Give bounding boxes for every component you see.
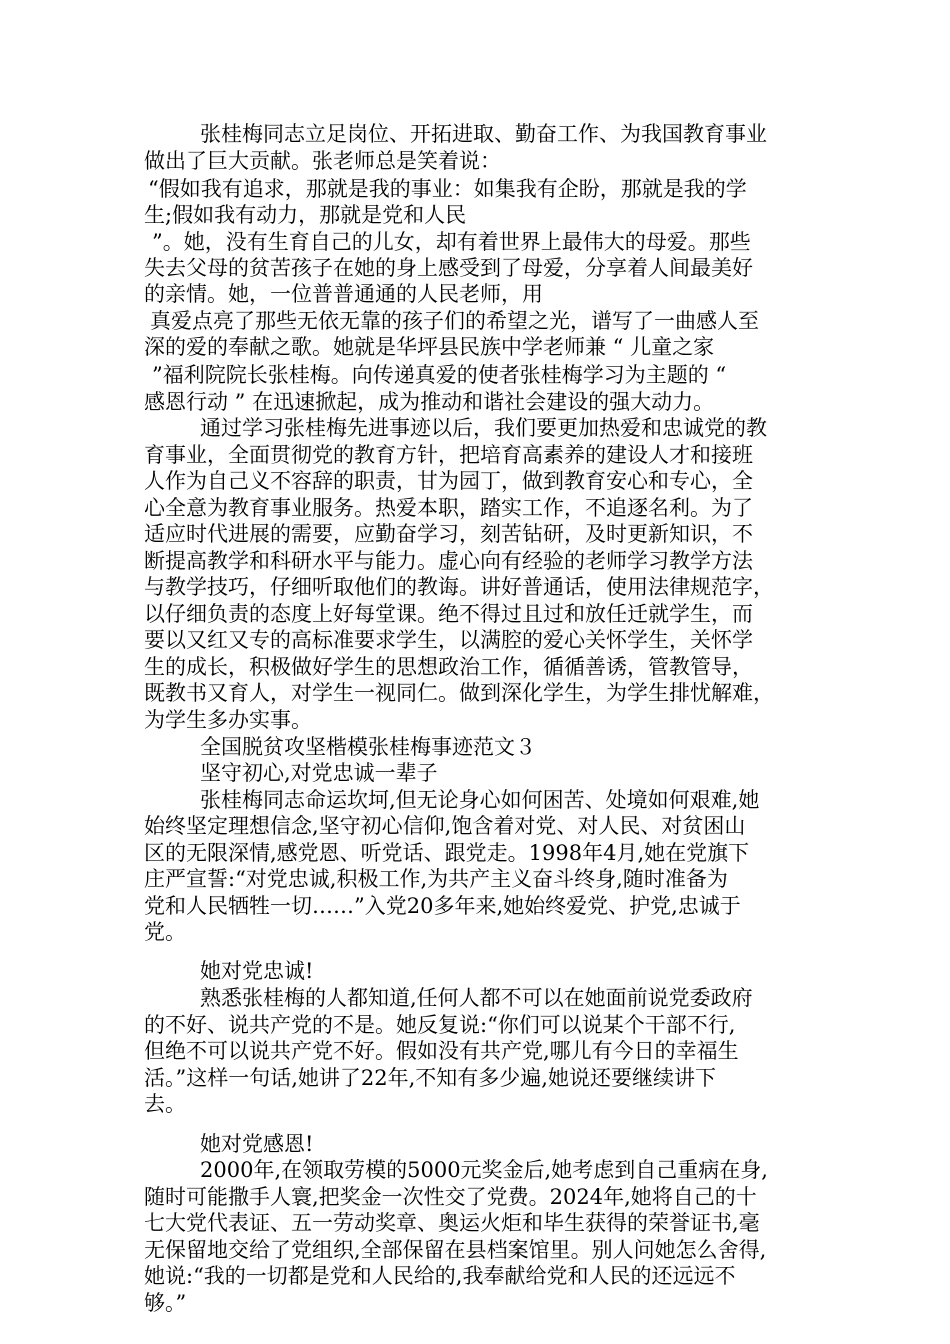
text-line: 熟悉张桂梅的人都知道,任何人都不可以在她面前说党委政府 <box>200 986 753 1010</box>
text-line: 为学生多办实事。 <box>144 708 312 732</box>
section-subheading: 她对党忠诚! <box>200 959 314 983</box>
text-line: 无保留地交给了党组织,全部保留在县档案馆里。别人问她怎么舍得, <box>144 1238 767 1262</box>
text-line: 真爱点亮了那些无依无靠的孩子们的希望之光，谱写了一曲感人至 <box>150 309 759 333</box>
text-line: 育事业，全面贯彻党的教育方针，把培育高素养的建设人才和接班 <box>144 443 753 467</box>
text-line: 人作为自己义不容辞的职责，甘为园丁，做到教育安心和专心，全 <box>144 469 753 493</box>
text-line: 随时可能撒手人寰,把奖金一次性交了党费。2024年,她将自己的十 <box>144 1185 757 1209</box>
section-heading: 全国脱贫攻坚楷模张桂梅事迹范文３ <box>200 735 536 759</box>
text-line: 失去父母的贫苦孩子在她的身上感受到了母爱，分享着人间最美好 <box>144 256 753 280</box>
text-line: 去。 <box>144 1092 186 1116</box>
section-subheading: 坚守初心,对党忠诚一辈子 <box>200 761 438 785</box>
text-line: 活。”这样一句话,她讲了22年,不知有多少遍,她说还要继续讲下 <box>144 1066 716 1090</box>
text-line: 张桂梅同志命运坎坷,但无论身心如何困苦、处境如何艰难,她 <box>200 788 760 812</box>
text-line: 她说:“我的一切都是党和人民给的,我奉献给党和人民的还远远不 <box>144 1264 736 1288</box>
text-line: 既教书又育人，对学生一视同仁。做到深化学生，为学生排忧解难， <box>144 681 774 705</box>
text-line: 2000年,在领取劳模的5000元奖金后,她考虑到自己重病在身, <box>200 1158 768 1182</box>
text-line: 以仔细负责的态度上好每堂课。绝不得过且过和放任迁就学生，而 <box>144 602 753 626</box>
text-line: 生;假如我有动力，那就是党和人民 <box>144 203 467 227</box>
text-line: 与教学技巧，仔细听取他们的教诲。讲好普通话，使用法律规范字， <box>144 575 774 599</box>
text-line: ”。她，没有生育自己的儿女，却有着世界上最伟大的母爱。那些 <box>152 230 751 254</box>
text-line: 但绝不可以说共产党不好。假如没有共产党,哪儿有今日的幸福生 <box>144 1039 739 1063</box>
text-line: 七大党代表证、五一劳动奖章、奥运火炬和毕生获得的荣誉证书,毫 <box>144 1211 760 1235</box>
text-line: “假如我有追求，那就是我的事业：如集我有企盼，那就是我的学 <box>148 177 747 201</box>
text-line: 党。 <box>144 920 186 944</box>
text-line: 生的成长，积极做好学生的思想政治工作，循循善诱，管教管导， <box>144 655 753 679</box>
text-line: 断提高教学和科研水平与能力。虚心向有经验的老师学习教学方法 <box>144 549 753 573</box>
section-subheading: 她对党感恩! <box>200 1132 314 1156</box>
text-line: 做出了巨大贡献。张老师总是笑着说： <box>144 149 501 173</box>
text-line: ”福利院院长张桂梅。向传递真爱的使者张桂梅学习为主题的 “ <box>152 363 727 387</box>
text-line: 要以又红又专的高标准要求学生，以满腔的爱心关怀学生，关怀学 <box>144 628 753 652</box>
text-line: 够。” <box>144 1291 187 1315</box>
text-line: 张桂梅同志立足岗位、开拓进取、勤奋工作、为我国教育事业 <box>200 122 767 146</box>
text-line: 党和人民牺牲一切……”入党20多年来,她始终爱党、护党,忠诚于 <box>144 894 741 918</box>
text-line: 深的爱的奉献之歌。她就是华坪县民族中学老师兼 “ 儿童之家 <box>144 335 715 359</box>
text-line: 的不好、说共产党的不是。她反复说:“你们可以说某个干部不行, <box>144 1013 736 1037</box>
text-line: 适应时代进展的需要，应勤奋学习，刻苦钻研，及时更新知识，不 <box>144 522 753 546</box>
text-line: 区的无限深情,感党恩、听党话、跟党走。1998年4月,她在党旗下 <box>144 841 750 865</box>
text-line: 通过学习张桂梅先进事迹以后，我们要更加热爱和忠诚党的教 <box>200 416 767 440</box>
text-line: 的亲情。她，一位普普通通的人民老师，用 <box>144 282 543 306</box>
text-line: 始终坚定理想信念,坚守初心信仰,饱含着对党、对人民、对贫困山 <box>144 814 746 838</box>
text-line: 感恩行动 ” 在迅速掀起，成为推动和谐社会建设的强大动力。 <box>144 390 715 414</box>
text-line: 心全意为教育事业服务。热爱本职，踏实工作，不追逐名利。为了 <box>144 496 753 520</box>
text-line: 庄严宣誓:“对党忠诚,积极工作,为共产主义奋斗终身,随时准备为 <box>144 867 728 891</box>
